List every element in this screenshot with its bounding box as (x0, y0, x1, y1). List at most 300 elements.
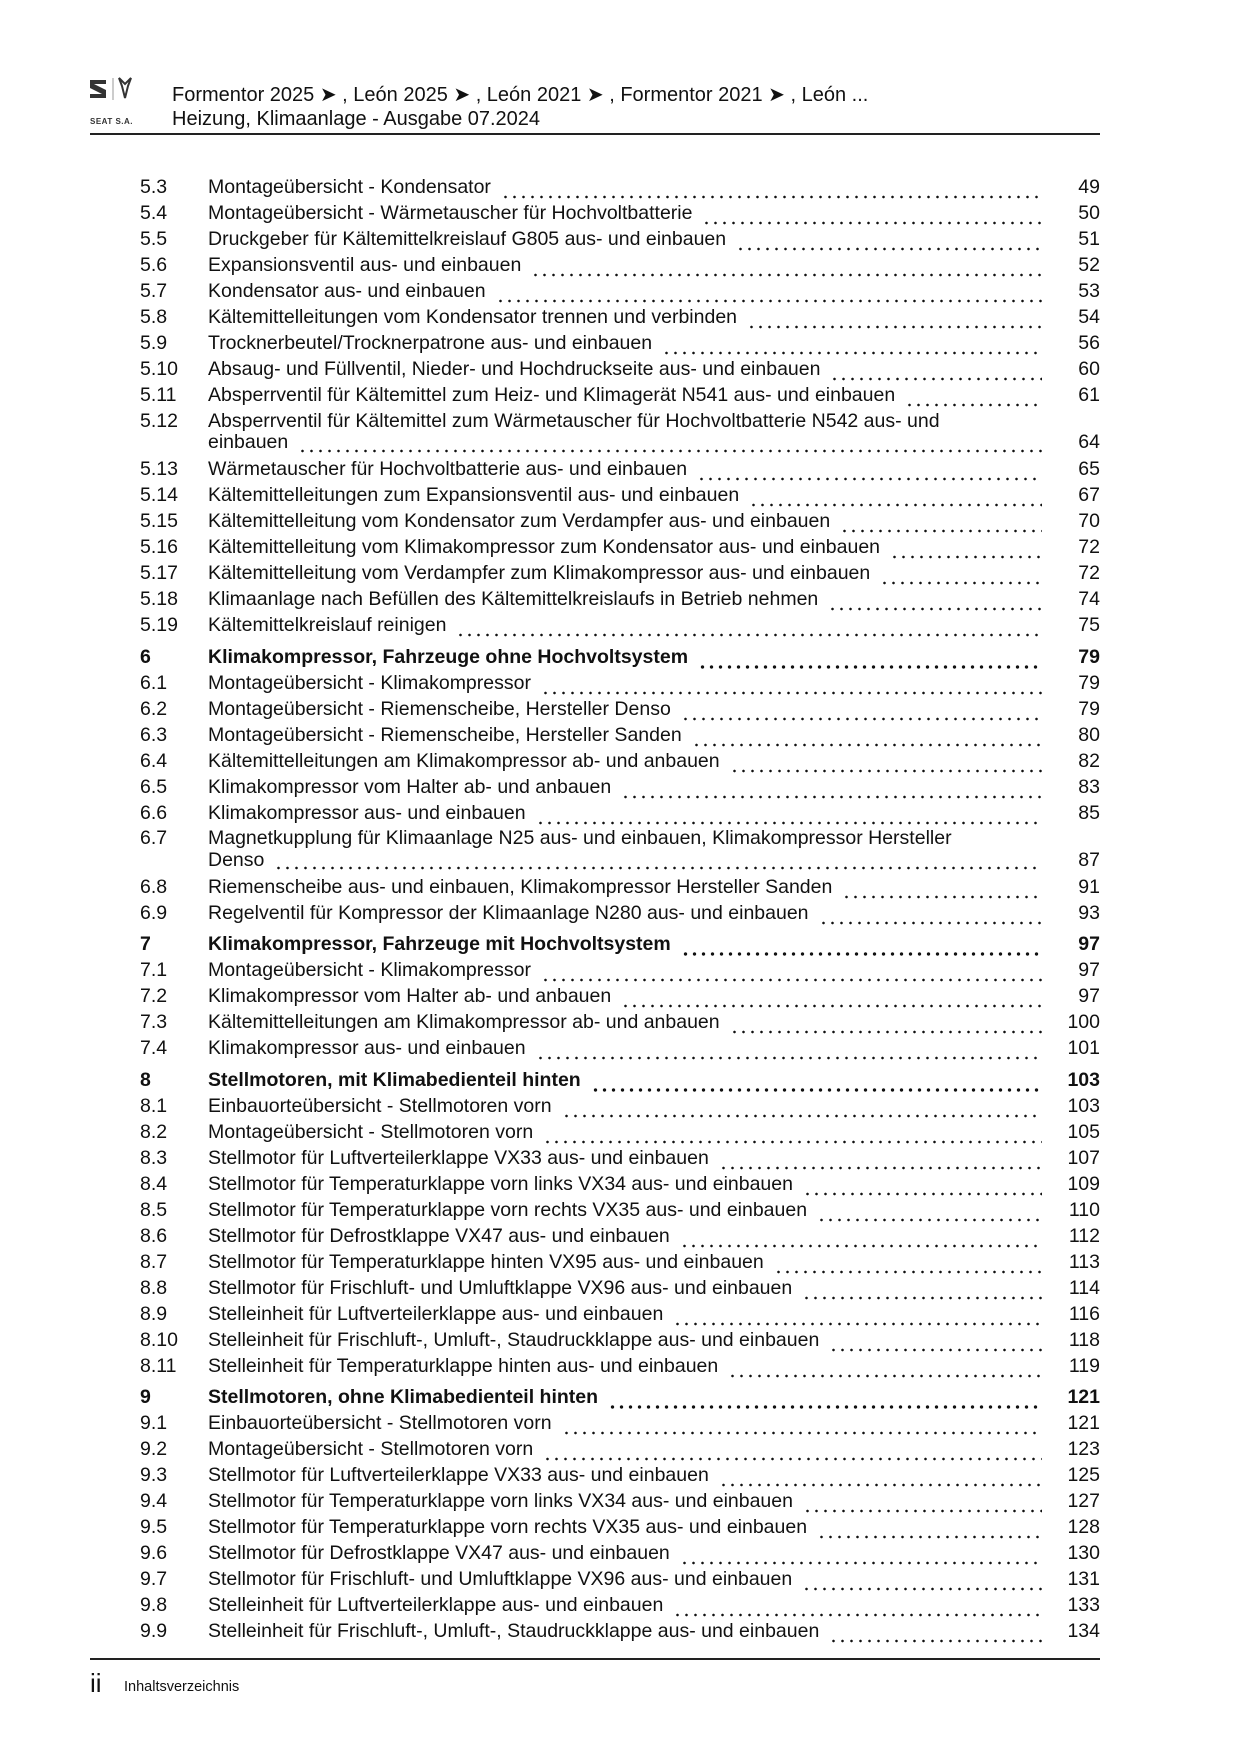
toc-page: 119 (1068, 1354, 1100, 1377)
toc-entry[interactable] (140, 1223, 1100, 1249)
toc-entry[interactable] (140, 586, 1100, 612)
toc-page: 51 (1078, 228, 1100, 250)
toc-entry[interactable] (140, 1093, 1100, 1119)
toc-page: 131 (1067, 1568, 1100, 1590)
dot-leader (905, 390, 1042, 408)
toc-body (208, 456, 1100, 482)
toc-entry[interactable] (140, 774, 1100, 800)
toc-entry[interactable] (140, 1540, 1100, 1566)
toc-entry[interactable] (140, 696, 1100, 722)
toc-number: 5.16 (140, 536, 178, 558)
toc-body (208, 1592, 1100, 1618)
toc-title: Montageübersicht - Wärmetauscher für Hochvoltbatterie (208, 202, 693, 224)
toc-title: Absperrventil für Kältemittel zum Heiz- und Klimagerät N541 aus- und einbauen (208, 384, 896, 406)
toc-entry[interactable] (140, 508, 1100, 534)
toc-page: 87 (1078, 848, 1100, 871)
toc-number: 5.10 (140, 358, 178, 380)
toc-page: 114 (1068, 1276, 1100, 1299)
toc-entry[interactable] (140, 1488, 1100, 1514)
toc-chapter[interactable] (140, 644, 1100, 670)
toc-body (208, 1145, 1100, 1171)
toc-body (208, 1436, 1100, 1462)
toc-title: Klimakompressor, Fahrzeuge mit Hochvoltsystem (208, 933, 671, 955)
toc-number: 5.11 (140, 384, 177, 406)
toc-body (208, 1035, 1100, 1061)
toc-page: 54 (1078, 306, 1100, 328)
dot-leader (730, 756, 1042, 774)
toc-page: 134 (1067, 1620, 1100, 1642)
header-models: Formentor 2025 ➤ , León 2025 ➤ , León 2021 ➤ , Formentor 2021 ➤ , León ... (172, 84, 869, 106)
toc-entry[interactable] (140, 1145, 1100, 1171)
toc-chapter[interactable] (140, 1384, 1100, 1410)
toc-body (208, 508, 1100, 534)
toc-number: 7.1 (140, 959, 168, 981)
dot-leader (730, 1017, 1042, 1035)
toc-number: 6.5 (140, 775, 168, 798)
toc-number: 9.2 (140, 1438, 168, 1460)
toc-title: Einbauorteübersicht - Stellmotoren vorn (208, 1094, 552, 1117)
toc-title-line2: einbauen (208, 431, 289, 453)
dot-leader (719, 1153, 1042, 1171)
toc-page: 79 (1078, 697, 1100, 720)
toc-page: 101 (1067, 1037, 1100, 1059)
toc-number: 6.1 (140, 671, 168, 694)
toc-title: Klimakompressor aus- und einbauen (208, 1037, 526, 1059)
toc-number: 9.5 (140, 1516, 168, 1538)
toc-entry[interactable] (140, 456, 1100, 482)
dot-leader (501, 182, 1042, 200)
toc-number: 7.2 (140, 985, 168, 1007)
toc-number: 5.17 (140, 562, 178, 584)
toc-body (208, 1009, 1100, 1035)
toc-title: Klimaanlage nach Befüllen des Kältemittelkreislaufs in Betrieb nehmen (208, 588, 819, 610)
toc-page: 83 (1078, 775, 1100, 798)
toc-number: 6.4 (140, 749, 168, 772)
dot-leader (828, 594, 1042, 612)
toc-title: Montageübersicht - Klimakompressor (208, 959, 531, 981)
toc-page: 133 (1067, 1594, 1100, 1616)
dot-leader (673, 1600, 1042, 1618)
toc-entry[interactable] (140, 278, 1100, 304)
dot-leader (830, 364, 1042, 382)
toc-title: Stellmotor für Defrostklappe VX47 aus- und einbauen (208, 1542, 670, 1564)
toc-entry[interactable] (140, 748, 1100, 774)
dot-leader (662, 338, 1042, 356)
toc-number: 9.3 (140, 1464, 168, 1486)
footer-page-number: ii (90, 1668, 102, 1698)
toc-page: 52 (1078, 254, 1100, 276)
toc-page: 50 (1078, 202, 1100, 224)
toc-page: 49 (1078, 176, 1100, 198)
toc-page: 107 (1067, 1146, 1100, 1169)
dot-leader (531, 260, 1042, 278)
toc-number: 8.9 (140, 1302, 168, 1325)
toc-title: Stelleinheit für Temperaturklappe hinten aus- und einbauen (208, 1354, 719, 1377)
toc-body (208, 382, 1100, 408)
toc-title: Absperrventil für Kältemittel zum Wärmetauscher für Hochvoltbatterie N542 aus- und (208, 409, 940, 432)
toc-body (208, 774, 1100, 800)
toc-number: 5.18 (140, 588, 178, 610)
toc-body (208, 900, 1100, 926)
dot-leader (543, 1127, 1042, 1145)
toc-page: 93 (1078, 901, 1100, 924)
toc-entry[interactable] (140, 826, 1100, 874)
toc-page: 118 (1068, 1328, 1100, 1351)
toc-title: Stellmotor für Frischluft- und Umluftklappe VX96 aus- und einbauen (208, 1568, 793, 1590)
toc-page: 75 (1078, 614, 1100, 636)
toc-title: Montageübersicht - Riemenscheibe, Hersteller Sanden (208, 723, 682, 746)
toc-entry[interactable] (140, 534, 1100, 560)
toc-number: 8.11 (140, 1354, 177, 1377)
toc-number: 5.14 (140, 484, 178, 506)
toc-page: 127 (1067, 1490, 1100, 1512)
toc-entry[interactable] (140, 612, 1100, 638)
toc-title: Absaug- und Füllventil, Nieder- und Hochdruckseite aus- und einbauen (208, 358, 821, 380)
toc-title: Kältemittelleitungen am Klimakompressor ab- und anbauen (208, 1011, 720, 1033)
dot-leader (719, 1470, 1042, 1488)
toc-number: 8.6 (140, 1224, 168, 1247)
toc-page: 67 (1078, 484, 1100, 506)
toc-body (208, 1301, 1100, 1327)
toc-title-line2: Denso (208, 848, 265, 871)
toc-body (208, 278, 1100, 304)
dot-leader (803, 1496, 1042, 1514)
toc-title: Stellmotor für Temperaturklappe hinten VX95 aus- und einbauen (208, 1250, 764, 1273)
toc-title-continuation (208, 850, 1100, 872)
toc-entry[interactable] (140, 226, 1100, 252)
toc-body (208, 1410, 1100, 1436)
toc-page: 97 (1078, 959, 1100, 981)
toc-page: 74 (1078, 588, 1100, 610)
toc-chapter[interactable] (140, 931, 1100, 957)
dot-leader (817, 1205, 1042, 1223)
toc-title: Kältemittelleitung vom Kondensator zum Verdampfer aus- und einbauen (208, 510, 831, 532)
toc-number: 5.12 (140, 409, 178, 432)
dot-leader (829, 1335, 1042, 1353)
toc-page: 100 (1067, 1011, 1100, 1033)
toc-number: 5.8 (140, 306, 168, 328)
toc-page: 85 (1078, 801, 1100, 824)
toc-number: 6.2 (140, 697, 168, 720)
toc-number: 5.5 (140, 228, 168, 250)
toc-number: 5.19 (140, 614, 178, 636)
toc-page: 125 (1067, 1464, 1100, 1486)
toc-body (208, 1540, 1100, 1566)
toc-entry[interactable] (140, 1436, 1100, 1462)
toc-page: 72 (1078, 562, 1100, 584)
toc-entry[interactable] (140, 800, 1100, 826)
toc-number: 8.3 (140, 1146, 168, 1169)
toc-entry[interactable] (140, 408, 1100, 456)
toc-entry[interactable] (140, 382, 1100, 408)
toc-body (208, 560, 1100, 586)
dot-leader (890, 542, 1042, 560)
toc-body (208, 1514, 1100, 1540)
toc-entry[interactable] (140, 1462, 1100, 1488)
toc-page: 116 (1068, 1302, 1100, 1325)
toc-title: Regelventil für Kompressor der Klimaanlage N280 aus- und einbauen (208, 901, 809, 924)
toc-entry[interactable] (140, 560, 1100, 586)
toc-body (208, 748, 1100, 774)
dot-leader (747, 312, 1042, 330)
toc-title: Klimakompressor vom Halter ab- und anbauen (208, 775, 612, 798)
toc-title: Montageübersicht - Kondensator (208, 176, 491, 198)
dot-leader (541, 678, 1042, 696)
toc-page: 121 (1067, 1386, 1100, 1408)
dot-leader (842, 882, 1042, 900)
toc-number: 6 (140, 645, 151, 668)
toc-body (208, 411, 1100, 454)
toc-entry[interactable] (140, 1009, 1100, 1035)
toc-entry[interactable] (140, 174, 1100, 200)
toc-body (208, 1067, 1100, 1093)
toc-page: 109 (1067, 1172, 1100, 1195)
toc-number: 5.13 (140, 458, 178, 480)
toc-title-line1 (208, 828, 1100, 850)
toc-page: 60 (1078, 358, 1100, 380)
toc-entry[interactable] (140, 1353, 1100, 1379)
toc-entry[interactable] (140, 1618, 1100, 1644)
toc-entry[interactable] (140, 200, 1100, 226)
toc-entry[interactable] (140, 670, 1100, 696)
dot-leader (681, 704, 1042, 722)
toc-number: 6.7 (140, 827, 168, 849)
toc-entry[interactable] (140, 1119, 1100, 1145)
header-divider (90, 133, 1100, 135)
toc-title: Montageübersicht - Klimakompressor (208, 671, 531, 694)
dot-leader (562, 1101, 1042, 1119)
toc-entry[interactable] (140, 1327, 1100, 1353)
toc-number: 6.3 (140, 723, 168, 746)
dot-leader (536, 808, 1042, 826)
dot-leader (621, 782, 1042, 800)
toc-page: 79 (1078, 671, 1100, 694)
toc-body (208, 722, 1100, 748)
toc-page: 105 (1067, 1120, 1100, 1143)
toc-entry[interactable] (140, 252, 1100, 278)
toc-page: 97 (1078, 933, 1100, 955)
toc-page: 70 (1078, 510, 1100, 532)
toc-entry[interactable] (140, 983, 1100, 1009)
toc-number: 8.10 (140, 1328, 178, 1351)
toc-body (208, 1093, 1100, 1119)
toc-number: 5.3 (140, 176, 168, 198)
dot-leader (819, 908, 1042, 926)
dot-leader (274, 853, 1042, 871)
toc-body (208, 1384, 1100, 1410)
dot-leader (680, 1548, 1042, 1566)
header-subtitle: Heizung, Klimaanlage - Ausgabe 07.2024 (172, 108, 541, 130)
toc-title: Kältemittelleitungen vom Kondensator trennen und verbinden (208, 306, 738, 328)
toc-number: 7 (140, 933, 151, 955)
toc-page: 82 (1078, 749, 1100, 772)
toc-number: 9.8 (140, 1594, 168, 1616)
toc-entry[interactable] (140, 1171, 1100, 1197)
toc-page: 130 (1067, 1542, 1100, 1564)
dot-leader (692, 730, 1042, 748)
toc-title: Riemenscheibe aus- und einbauen, Klimakompressor Hersteller Sanden (208, 875, 833, 898)
toc-body (208, 1353, 1100, 1379)
toc-number: 7.4 (140, 1037, 168, 1059)
toc-entry[interactable] (140, 482, 1100, 508)
toc-number: 8.1 (140, 1094, 168, 1117)
toc-body (208, 252, 1100, 278)
toc-chapter[interactable] (140, 1067, 1100, 1093)
toc-entry[interactable] (140, 1410, 1100, 1436)
dot-leader (802, 1283, 1042, 1301)
toc-body (208, 828, 1100, 871)
toc-page: 110 (1068, 1198, 1100, 1221)
toc-entry[interactable] (140, 900, 1100, 926)
toc-body (208, 612, 1100, 638)
toc-number: 5.4 (140, 202, 168, 224)
toc-entry[interactable] (140, 356, 1100, 382)
toc-title: Druckgeber für Kältemittelkreislauf G805 aus- und einbauen (208, 228, 727, 250)
dot-leader (681, 939, 1042, 957)
toc-body (208, 1618, 1100, 1644)
dot-leader (749, 490, 1042, 508)
toc-entry[interactable] (140, 1566, 1100, 1592)
toc-number: 9.7 (140, 1568, 168, 1590)
dot-leader (774, 1257, 1042, 1275)
toc-page: 53 (1078, 280, 1100, 302)
toc-entry[interactable] (140, 304, 1100, 330)
dot-leader (840, 516, 1042, 534)
toc-title: Stellmotoren, mit Klimabedienteil hinten (208, 1068, 581, 1091)
footer-label: Inhaltsverzeichnis (124, 1679, 240, 1695)
toc-page: 103 (1067, 1094, 1100, 1117)
toc-page: 112 (1068, 1224, 1100, 1247)
toc-body (208, 957, 1100, 983)
toc-entry[interactable] (140, 722, 1100, 748)
toc-body (208, 356, 1100, 382)
toc-title: Einbauorteübersicht - Stellmotoren vorn (208, 1412, 552, 1434)
toc-title: Magnetkupplung für Klimaanlage N25 aus- und einbauen, Klimakompressor Hersteller (208, 827, 952, 849)
toc-page: 80 (1078, 723, 1100, 746)
toc-body (208, 1566, 1100, 1592)
dot-leader (817, 1522, 1042, 1540)
toc-body (208, 200, 1100, 226)
dot-leader (456, 620, 1042, 638)
toc-entry[interactable] (140, 330, 1100, 356)
toc-title-line1 (208, 411, 1100, 433)
toc-title: Klimakompressor, Fahrzeuge ohne Hochvoltsystem (208, 645, 689, 668)
toc-title: Stellmotor für Temperaturklappe vorn rechts VX35 aus- und einbauen (208, 1516, 808, 1538)
dot-leader (496, 286, 1042, 304)
toc-title: Trocknerbeutel/Trocknerpatrone aus- und einbauen (208, 332, 653, 354)
toc-number: 8.2 (140, 1120, 168, 1143)
toc-title: Klimakompressor vom Halter ab- und anbauen (208, 985, 612, 1007)
dot-leader (728, 1361, 1042, 1379)
dot-leader (543, 1444, 1042, 1462)
toc-page: 121 (1067, 1412, 1100, 1434)
toc-entry[interactable] (140, 957, 1100, 983)
toc-entry[interactable] (140, 874, 1100, 900)
toc-page: 91 (1078, 875, 1100, 898)
toc-page: 123 (1067, 1438, 1100, 1460)
dot-leader (697, 464, 1042, 482)
toc-body (208, 696, 1100, 722)
toc-number: 8.7 (140, 1250, 168, 1273)
dot-leader (591, 1075, 1042, 1093)
dot-leader (541, 965, 1042, 983)
toc-entry[interactable] (140, 1592, 1100, 1618)
toc-entry[interactable] (140, 1301, 1100, 1327)
toc-title: Kältemittelleitungen am Klimakompressor ab- und anbauen (208, 749, 720, 772)
toc-title: Stelleinheit für Luftverteilerklappe aus- und einbauen (208, 1594, 664, 1616)
toc-number: 9.9 (140, 1620, 168, 1642)
toc-number: 9.6 (140, 1542, 168, 1564)
dot-leader (562, 1418, 1042, 1436)
toc-body (208, 1249, 1100, 1275)
seat-sa-logo-text: SEAT S.A. (90, 117, 134, 126)
toc-title: Stellmotor für Temperaturklappe vorn rechts VX35 aus- und einbauen (208, 1198, 808, 1221)
toc-number: 9 (140, 1386, 151, 1408)
toc-number: 8.8 (140, 1276, 168, 1299)
toc-title: Stelleinheit für Luftverteilerklappe aus- und einbauen (208, 1302, 664, 1325)
toc-body (208, 174, 1100, 200)
toc-title: Kältemittelleitung vom Klimakompressor zum Kondensator aus- und einbauen (208, 536, 881, 558)
toc-title: Stelleinheit für Frischluft-, Umluft-, Staudruckklappe aus- und einbauen (208, 1328, 820, 1351)
toc-number: 6.6 (140, 801, 168, 824)
toc-title: Kältemittelkreislauf reinigen (208, 614, 447, 636)
toc-body (208, 534, 1100, 560)
toc-entry[interactable] (140, 1035, 1100, 1061)
dot-leader (702, 208, 1042, 226)
toc-title: Montageübersicht - Stellmotoren vorn (208, 1438, 534, 1460)
toc-body (208, 482, 1100, 508)
table-of-contents (140, 174, 1100, 1644)
dot-leader (880, 568, 1042, 586)
toc-title: Kondensator aus- und einbauen (208, 280, 486, 302)
toc-page: 97 (1078, 985, 1100, 1007)
toc-title: Stellmotoren, ohne Klimabedienteil hinten (208, 1386, 599, 1408)
toc-title: Montageübersicht - Stellmotoren vorn (208, 1120, 534, 1143)
toc-entry[interactable] (140, 1514, 1100, 1540)
toc-number: 7.3 (140, 1011, 168, 1033)
toc-page: 103 (1067, 1068, 1100, 1091)
toc-title: Montageübersicht - Riemenscheibe, Hersteller Denso (208, 697, 671, 720)
dot-leader (298, 436, 1042, 454)
toc-number: 6.8 (140, 875, 168, 898)
toc-entry[interactable] (140, 1275, 1100, 1301)
toc-body (208, 1488, 1100, 1514)
toc-title: Stellmotor für Defrostklappe VX47 aus- und einbauen (208, 1224, 670, 1247)
dot-leader (698, 652, 1042, 670)
toc-title: Klimakompressor aus- und einbauen (208, 801, 526, 824)
toc-body (208, 1223, 1100, 1249)
toc-page: 79 (1078, 645, 1100, 668)
toc-entry[interactable] (140, 1249, 1100, 1275)
dot-leader (802, 1574, 1042, 1592)
toc-entry[interactable] (140, 1197, 1100, 1223)
toc-page: 72 (1078, 536, 1100, 558)
toc-body (208, 874, 1100, 900)
toc-title: Kältemittelleitung vom Verdampfer zum Klimakompressor aus- und einbauen (208, 562, 871, 584)
toc-page: 113 (1068, 1250, 1100, 1273)
toc-body (208, 644, 1100, 670)
toc-title-block (208, 828, 1100, 871)
dot-leader (736, 234, 1042, 252)
toc-title: Wärmetauscher für Hochvoltbatterie aus- und einbauen (208, 458, 688, 480)
toc-body (208, 931, 1100, 957)
toc-number: 5.9 (140, 332, 168, 354)
toc-number: 8 (140, 1068, 151, 1091)
toc-body (208, 226, 1100, 252)
dot-leader (621, 991, 1042, 1009)
toc-body (208, 1171, 1100, 1197)
toc-title-continuation (208, 432, 1100, 454)
